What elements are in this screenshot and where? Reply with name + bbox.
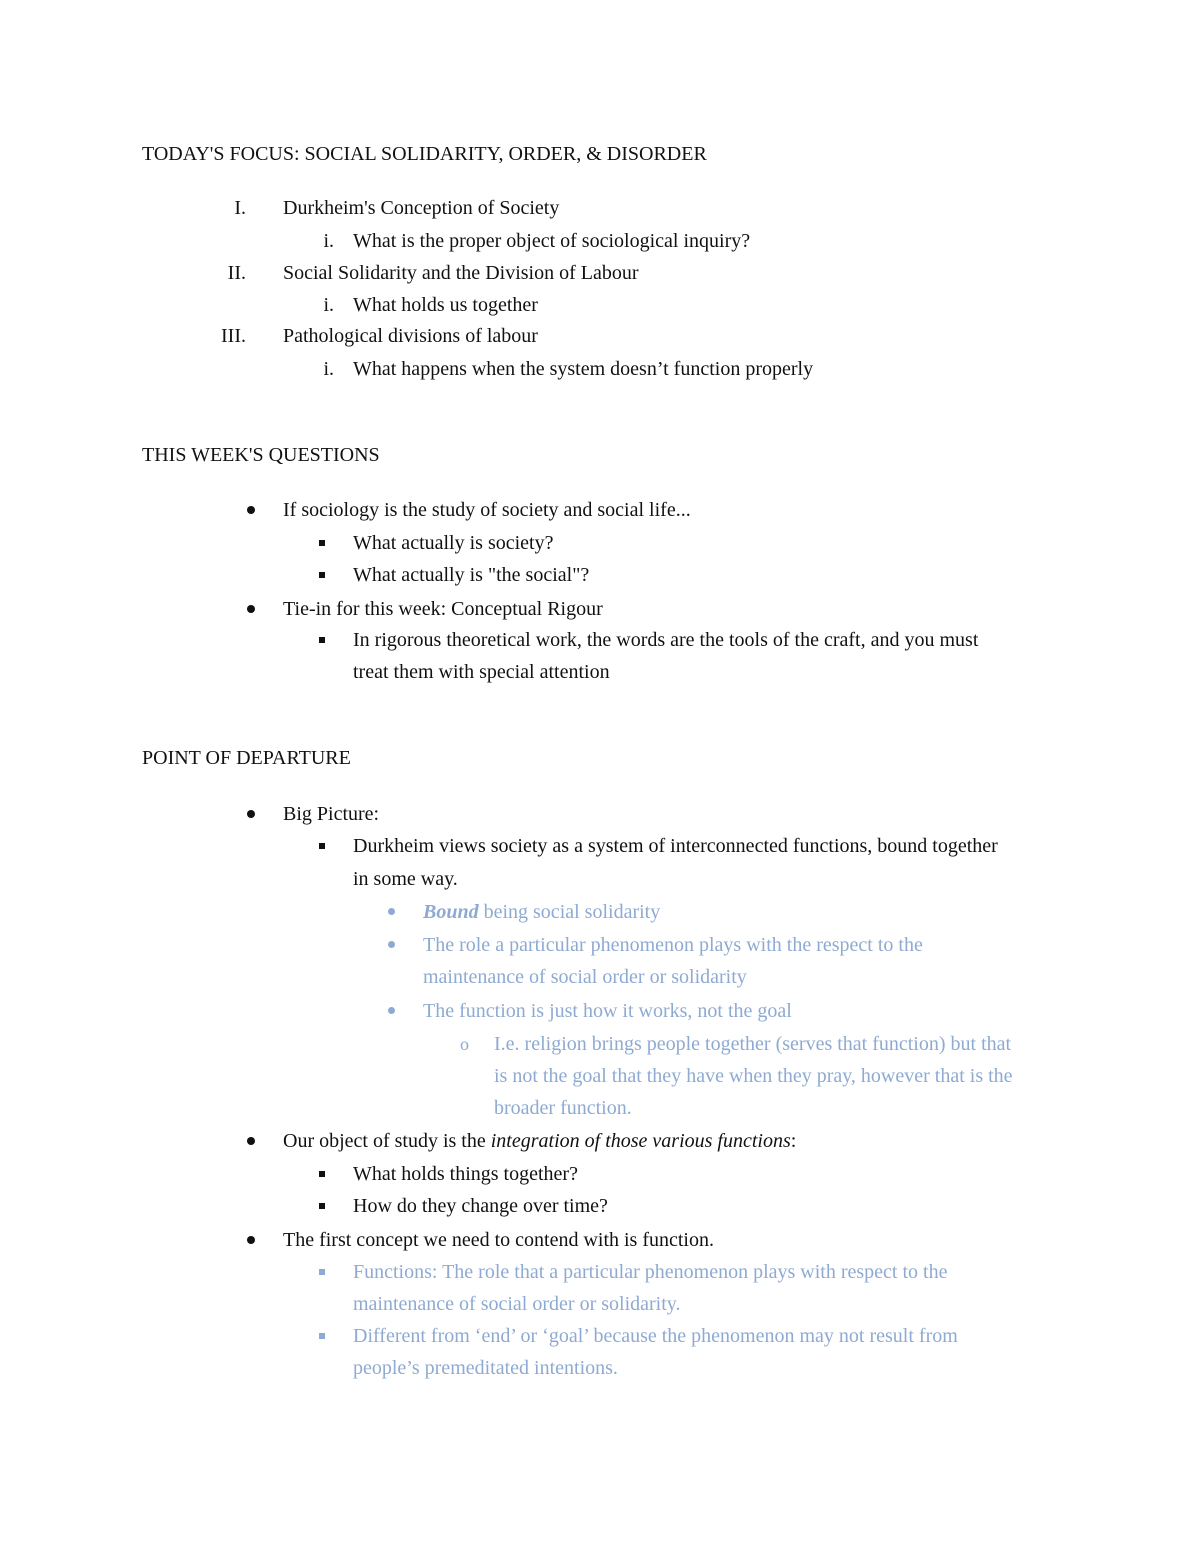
focus-subitem: What holds us together — [353, 294, 538, 316]
sub-marker: i. — [323, 294, 334, 316]
square-bullet-icon — [319, 843, 325, 849]
bullet-icon — [247, 506, 255, 514]
list-subitem: How do they change over time? — [353, 1195, 608, 1217]
note-subitem: I.e. religion brings people together (serves that function) but that — [494, 1033, 1012, 1055]
bullet-icon — [247, 810, 255, 818]
list-item: Big Picture: — [283, 803, 380, 825]
focus-heading: TODAY'S FOCUS: SOCIAL SOLIDARITY, ORDER, & DISORDER — [142, 143, 707, 165]
note-item: The function is just how it works, not the goal — [423, 1000, 792, 1022]
list-subitem: Durkheim views society as a system of interconnected functions, bound together — [353, 835, 998, 857]
note-subitem: Functions: The role that a particular phenomenon plays with respect to the — [353, 1261, 948, 1283]
note-bullet-icon — [388, 908, 395, 915]
note-square-bullet-icon — [319, 1269, 325, 1275]
sub-marker: i. — [323, 358, 334, 380]
note-subitem-continued: maintenance of social order or solidarity. — [353, 1293, 681, 1315]
note-text: being social solidarity — [478, 901, 661, 923]
square-bullet-icon — [319, 1203, 325, 1209]
list-item: Tie-in for this week: Conceptual Rigour — [283, 598, 603, 620]
note-bullet-icon — [388, 941, 395, 948]
focus-item: Durkheim's Conception of Society — [283, 197, 560, 219]
bullet-icon — [247, 605, 255, 613]
text-run: Our object of study is the — [283, 1130, 491, 1152]
roman-marker: II. — [227, 262, 246, 284]
list-subitem-continued: treat them with special attention — [353, 661, 610, 683]
note-item — [423, 896, 660, 928]
roman-marker: III. — [221, 325, 246, 347]
note-subitem-continued: people’s premeditated intentions. — [353, 1357, 618, 1379]
note-subitem-continued: broader function. — [494, 1097, 632, 1119]
list-subitem-continued: in some way. — [353, 868, 458, 890]
square-bullet-icon — [319, 1171, 325, 1177]
questions-heading: THIS WEEK'S QUESTIONS — [142, 444, 380, 466]
note-item: The role a particular phenomenon plays with the respect to the — [423, 934, 923, 956]
note-subitem: Different from ‘end’ or ‘goal’ because the phenomenon may not result from — [353, 1325, 958, 1347]
focus-subitem: What happens when the system doesn’t function properly — [353, 358, 814, 380]
hollow-bullet-icon: o — [460, 1034, 469, 1054]
departure-heading: POINT OF DEPARTURE — [142, 747, 351, 769]
roman-marker: I. — [234, 197, 246, 219]
focus-item: Pathological divisions of labour — [283, 325, 538, 347]
list-item — [283, 1125, 796, 1157]
list-item: If sociology is the study of society and social life... — [283, 499, 691, 521]
list-subitem: In rigorous theoretical work, the words are the tools of the craft, and you must — [353, 629, 979, 651]
list-subitem: What holds things together? — [353, 1163, 578, 1185]
list-subitem: What actually is "the social"? — [353, 564, 590, 586]
focus-item: Social Solidarity and the Division of Labour — [283, 262, 639, 284]
note-item-continued: maintenance of social order or solidarity — [423, 966, 747, 988]
bullet-icon — [247, 1236, 255, 1244]
list-item: The first concept we need to contend with is function. — [283, 1229, 714, 1251]
focus-subitem: What is the proper object of sociological inquiry? — [353, 230, 751, 252]
bullet-icon — [247, 1137, 255, 1145]
square-bullet-icon — [319, 540, 325, 546]
sub-marker: i. — [323, 230, 334, 252]
emphasis-bound: Bound — [423, 901, 479, 923]
note-subitem-continued: is not the goal that they have when they pray, however that is the — [494, 1065, 1013, 1087]
note-square-bullet-icon — [319, 1333, 325, 1339]
list-subitem: What actually is society? — [353, 532, 554, 554]
note-bullet-icon — [388, 1007, 395, 1014]
square-bullet-icon — [319, 572, 325, 578]
text-run: : — [790, 1130, 797, 1152]
square-bullet-icon — [319, 637, 325, 643]
emphasis-integration: integration of those various functions — [490, 1130, 791, 1152]
